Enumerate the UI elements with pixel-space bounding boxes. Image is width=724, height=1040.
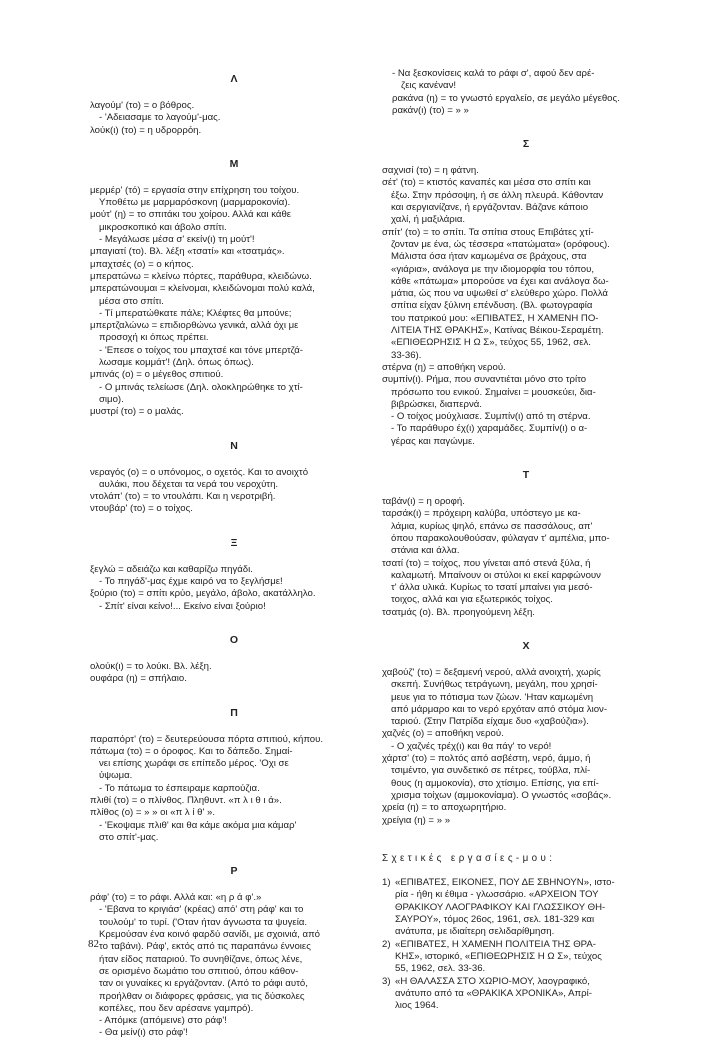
related-work-line: ανάτυπο από τα «ΘΡΑΚΙΚΑ ΧΡΟΝΙΚΑ», Απρί- — [395, 987, 592, 999]
glossary-section — [90, 892, 378, 1040]
glossary-section — [90, 564, 378, 613]
glossary-line: - Το πηγάδ'-μας έχμε καιρό να το ξεγλήσμε! — [99, 576, 283, 588]
glossary-line: θους (η αμμοκονία), στο χτίσιμο. Επίσης, για επί- — [391, 777, 599, 789]
page-number: 82 — [88, 938, 99, 950]
glossary-line: κοπέλες, που δεν αρέσανε γαμπρό). — [99, 1002, 254, 1014]
glossary-line: από μάρμαρο και το νερό ερχόταν από στόμα λιον- — [391, 703, 608, 715]
glossary-line: - 'Εκοψαμε πλιθ' και θα κάμε ακόμα μια κάμαρ' — [99, 819, 297, 831]
glossary-line: βιβρώσκει, διαπερνά. — [391, 398, 482, 410]
related-work-line: «ΕΠΙΒΑΤΕΣ, Η ΧΑΜΕΝΗ ΠΟΛΙΤΕΙΑ ΤΗΣ ΘΡΑ- — [395, 938, 596, 950]
glossary-line: ντολάπ' (το) = το ντουλάπι. Και η νεροτριβή. — [90, 491, 276, 503]
glossary-line: - Ο μπινάς τελείωσε (Δηλ. ολοκληρώθηκε το χτί- — [99, 381, 303, 393]
related-work-line: ΣΑΥΡΟΥ», τόμος 26ος, 1961, σελ. 181-329 και — [395, 914, 595, 926]
glossary-line: χαβούζ' (το) = δεξαμενή νερού, αλλά ανοιχτή, χωρίς — [382, 666, 601, 678]
glossary-line: αυλάκι, που δέχεται τα νερά του νεροχύτη. — [99, 478, 279, 490]
glossary-section — [90, 467, 378, 516]
glossary-line: - Το παράθυρο έχ(ι) χαραμάδες. Συμπίν(ι) ο α- — [391, 423, 588, 435]
item-number: 3) — [382, 975, 391, 987]
related-work-line: «ΕΠΙΒΑΤΕΣ, ΕΙΚΟΝΕΣ, ΠΟΥ ΔΕ ΣΒΗΝΟΥΝ», ιστο- — [395, 877, 615, 889]
glossary-section — [382, 496, 670, 619]
glossary-line: λούκ(ι) (το) = η υδρορρόη. — [90, 124, 202, 136]
glossary-line: - Το πάτωμα το έσπειραμε καρπούζια. — [99, 782, 260, 794]
glossary-line: μπαχτσές (ο) = ο κήπος. — [90, 258, 194, 270]
glossary-section — [90, 185, 378, 419]
glossary-line: κάθε «πάτωμα» μπορούσε να έχει και ανάλογα δω- — [391, 275, 609, 287]
related-work-line: ΘΡΑΚΙΚΟΥ ΛΑΟΓΡΑΦΙΚΟΥ ΚΑΙ ΓΛΩΣΣΙΚΟΥ ΘΗ- — [395, 901, 606, 913]
glossary-line: - 'Εβανα το κριγιάσ' (κρέας) από' στη ράφ' και το — [99, 904, 304, 916]
section-spacer — [90, 720, 378, 734]
glossary-line: σκεπή. Συνήθως τετράγωνη, μεγάλη, που χρησί- — [391, 679, 598, 691]
glossary-line: τσατί (το) = τοίχος, που γίνεται από στενά ξύλα, ή — [382, 557, 591, 569]
glossary-line: στάνια και άλλα. — [391, 545, 460, 557]
glossary-line: ρακάν(ι) (το) = » » — [392, 104, 469, 116]
section-spacer — [90, 171, 378, 185]
glossary-line: «ΕΠΙΘΕΩΡΗΣΙΣ Η Ω Σ», τεύχος 55, 1962, σελ. — [391, 337, 591, 349]
item-number: 1) — [382, 877, 391, 889]
glossary-line: μερμέρ' (τό) = εργασία στην επίχρηση του τοίχου. — [90, 184, 300, 196]
glossary-line: - Απόμκε (απόμεινε) στο ράφ'! — [99, 1015, 227, 1027]
glossary-line: στο σπίτ'-μας. — [99, 831, 159, 843]
glossary-line: τσατμάς (ο). Βλ. προηγούμενη λέξη. — [382, 606, 535, 618]
glossary-line: μυστρί (το) = ο μαλάς. — [90, 406, 184, 418]
left-column — [90, 58, 378, 1040]
glossary-line: νεραγός (ο) = ο υπόνομος, ο οχετός. Και το ανοιχτό — [90, 466, 309, 478]
glossary-line: καλαμωτή. Μπαίνουν οι στύλοι κι εκεί καρφώνουν — [391, 569, 601, 581]
glossary-line: μούτ' (η) = το σπιτάκι του χοίρου. Αλλά και κάθε — [90, 209, 292, 221]
glossary-line: σε ορισμένο δωμάτιο του σπιτιού, όπου κάθον- — [99, 965, 299, 977]
glossary-line: ύψωμα. — [99, 770, 133, 782]
glossary-line: - 'Αδειασαμε το λαγούμ'-μας. — [99, 112, 221, 124]
glossary-line: σέτ' (το) = κτιστός καναπές και μέσα στο σπίτι και — [382, 177, 591, 189]
related-work-line: ΚΗΣ», ιστορικό, «ΕΠΙΘΕΩΡΗΣΙΣ Η Ω Σ», τεύχος — [395, 950, 602, 962]
glossary-line: σαχνισί (το) = η φάτνη. — [382, 165, 479, 177]
related-work-item — [382, 976, 670, 1013]
section-letter: Ν — [230, 439, 238, 452]
glossary-section — [382, 68, 670, 117]
glossary-line: του πατρικού μου: «ΕΠΙΒΑΤΕΣ, Η ΧΑΜΕΝΗ ΠΟ- — [391, 312, 599, 324]
related-work-item — [382, 939, 670, 976]
glossary-line: Κρεμούσαν ένα κοινό φαρδύ σανίδι, με σχοινιά, από — [99, 929, 321, 941]
glossary-section — [90, 734, 378, 845]
section-spacer — [382, 653, 670, 667]
glossary-line: στέρνα (η) = αποθήκη νερού. — [382, 361, 506, 373]
glossary-line: - Τί μπερατώθκατε πάλε; Κλέφτες θα μπούνε; — [99, 307, 292, 319]
section-spacer — [382, 865, 670, 877]
glossary-line: μπαγιατί (το). Βλ. λέξη «τσατί» και «τσατμάς». — [90, 246, 285, 258]
glossary-line: ζεις κανέναν! — [401, 80, 457, 92]
section-spacer — [382, 151, 670, 165]
glossary-line: πρόσωπο του ενικού. Σημαίνει = μουσκεύει, δια- — [391, 386, 596, 398]
glossary-line: ξούριο (το) = σπίτι κρύο, μεγάλο, άβολο, ακατάλληλο. — [90, 588, 316, 600]
glossary-line: Μάλιστα όσα ήταν καμωμένα σε βράχους, στα — [391, 251, 587, 263]
glossary-section — [382, 667, 670, 827]
section-letter: Ο — [229, 633, 239, 646]
section-letter: Σ — [522, 138, 530, 151]
glossary-line: - 'Επεσε ο τοίχος του μπαχτσέ και τόνε μπερτζά- — [99, 344, 304, 356]
glossary-line: ταβάν(ι) = η οροφή. — [382, 496, 465, 508]
glossary-line: μπερατώνουμαι = κλείνομαι, κλειδώνομαι πολύ καλά, — [90, 283, 315, 295]
section-spacer — [90, 453, 378, 467]
glossary-line: προήλθαν οι διάφορες φράσεις, για τις δύσκολες — [99, 990, 305, 1002]
glossary-line: ουφάρα (η) = σπήλαιο. — [90, 673, 187, 685]
section-spacer — [90, 844, 378, 864]
glossary-line: σιμο). — [99, 393, 124, 405]
section-spacer — [382, 827, 670, 853]
related-work-line: «Η ΘΑΛΑΣΣΑ ΣΤΟ ΧΩΡΙΟ-ΜΟΥ, λαογραφικό, — [395, 975, 590, 987]
section-spacer — [382, 619, 670, 639]
glossary-line: ταρσάκ(ι) = πρόχειρη καλύβα, υπόστεγο με κα- — [382, 508, 581, 520]
glossary-line: το ταβάνι). Ράφ', εκτός από τις παραπάνω έννοιες — [99, 941, 311, 953]
glossary-line: χρισμα τοίχων (αμμοκονίαμα). Ο γνωστός «σοβάς». — [391, 789, 612, 801]
related-work-line: ανάτυπα, με ιδιαίτερη σελιδαρίθμηση. — [395, 926, 555, 938]
glossary-line: ταριού. (Στην Πατρίδα είχαμε δυο «χαβούζια»). — [391, 716, 589, 728]
section-spacer — [90, 686, 378, 706]
glossary-line: χαζνές (ο) = αποθήκη νερού. — [382, 728, 504, 740]
glossary-line: ταν οι γυναίκες κι εργάζονταν. (Από το ράφι αυτό, — [99, 978, 308, 990]
glossary-line: χρεία (η) = το αποχωρητήριο. — [382, 802, 507, 814]
glossary-line: ολούκ(ι) = το λούκι. Βλ. λέξη. — [90, 660, 212, 672]
glossary-line: Υποθέτω με μαρμαρόσκονη (μαρμαροκονία). — [99, 197, 291, 209]
section-letter: Ξ — [230, 536, 238, 549]
section-spacer — [90, 613, 378, 633]
glossary-line: - Θα μείν(ι) στο ράφ'! — [99, 1027, 188, 1039]
glossary-line: χαλί, ή μαξιλάρια. — [391, 214, 466, 226]
glossary-line: λαγούμ' (το) = ο βόθρος. — [90, 100, 195, 111]
glossary-line: γέρας και παγώνμε. — [391, 435, 475, 447]
section-spacer — [90, 516, 378, 536]
glossary-section — [90, 100, 378, 137]
glossary-line: έξω. Στην πρόσοψη, ή σε άλλη πλευρά. Κάθονταν — [391, 189, 604, 201]
section-spacer — [382, 117, 670, 137]
glossary-line: ξεγλώ = αδειάζω και καθαρίζω πηγάδι. — [90, 563, 253, 575]
glossary-line: μάτια, ώς που να υψωθεί σ' ελεύθερο χώρο. Πολλά — [391, 288, 608, 300]
glossary-line: και σεργιανίζανε, ή εργάζονταν. Βάζανε κάποιο — [391, 202, 589, 214]
glossary-line: 33-36). — [391, 349, 422, 361]
glossary-line: - Ο τοίχος μούχλιασε. Συμπίν(ι) από τη στέρνα. — [391, 411, 591, 423]
section-letter: Χ — [522, 639, 530, 652]
section-spacer — [90, 137, 378, 157]
glossary-line: «γιάρια», ανάλογα με την ιδιομορφία του τόπου, — [391, 263, 595, 275]
glossary-line: - Ο χαζνές τρέχ(ι) και θα πάγ' το νερό! — [391, 740, 552, 752]
glossary-line: σπίτ' (το) = το σπίτι. Τα σπίτια στους Επιβάτες χτί- — [382, 226, 594, 238]
glossary-line: ρακάνα (η) = το γνωστό εργαλείο, σε μεγάλο μέγεθος. — [392, 92, 620, 104]
glossary-line: τ' άλλα υλικά. Κυρίως το τσατί μπαίνει για μεσό- — [391, 582, 593, 594]
glossary-line: ράφ' (το) = το ράφι. Αλλά και: «η ρ ά φ'.» — [90, 892, 262, 904]
glossary-line: ντουβάρ' (το) = ο τοίχος. — [90, 503, 193, 515]
glossary-line: προσοχή κι όπως πρέπει. — [99, 332, 209, 344]
section-spacer — [382, 448, 670, 468]
glossary-line: ζονταν με ένα, ώς τέσσερα «πατώματα» (ορόφους). — [391, 238, 610, 250]
section-spacer — [90, 86, 378, 100]
section-spacer — [90, 647, 378, 661]
section-spacer — [90, 419, 378, 439]
glossary-line: χρείγια (η) = » » — [382, 814, 451, 826]
glossary-line: τουλούμ' το τυρί. ('Οταν ήταν άγνωστα τα ψυγεία. — [99, 916, 308, 928]
section-spacer — [90, 58, 378, 72]
glossary-line: νει επίσης χωράφι σε επίπεδο μέρος. 'Οχι σε — [99, 758, 289, 770]
section-spacer — [90, 550, 378, 564]
related-work-line: 55, 1962, σελ. 33-36. — [395, 963, 486, 975]
glossary-line: μπερτζαλώνω = επιδιορθώνω γενικά, αλλά όχι με — [90, 320, 299, 332]
related-work-line: ρία - ήθη κι έθιμα - γλωσσάριο. «ΑΡΧΕΙΟΝ ΤΟΥ — [395, 889, 599, 901]
related-works-title: Σχετικές εργασίες-μου: — [382, 852, 556, 864]
section-letter: Τ — [522, 469, 530, 482]
item-number: 2) — [382, 938, 391, 950]
glossary-line: λάμια, κυρίως ψηλό, επάνω σε πασσάλους, απ' — [391, 520, 593, 532]
section-spacer — [382, 482, 670, 496]
section-letter: Μ — [229, 157, 239, 170]
glossary-line: χάρτσ' (το) = πολτός από ασβέστη, νερό, άμμο, ή — [382, 753, 591, 765]
section-letter: Ρ — [230, 865, 238, 878]
glossary-line: σπίτια είχαν ξύλινη επένδυση. (Βλ. φωτογραφία — [391, 300, 593, 312]
glossary-line: μπινάς (ο) = ο μέγεθος σπιτιού. — [90, 369, 224, 381]
glossary-line: παραπόρτ' (το) = δευτερεύουσα πόρτα σπιτιού, κήπου. — [90, 733, 324, 745]
glossary-line: πλιθί (το) = ο πλίνθος. Πληθυντ. «π λ ι θ ι ά». — [90, 794, 282, 806]
glossary-line: λωσαμε κομμάτ'! (Δηλ. όπως όπως). — [99, 357, 254, 369]
right-column — [382, 68, 670, 1012]
glossary-line: - Μεγάλωσε μέσα σ' εκείν(ι) τη μούτ'! — [99, 234, 255, 246]
glossary-line: τοιχος, αλλά και για εξωτερικός τοίχος. — [391, 594, 553, 606]
section-spacer — [90, 878, 378, 892]
glossary-line: τσιμέντο, για συνδετικό σε πέτρες, τούβλα, πλί- — [391, 765, 591, 777]
glossary-line: μπερατώνω = κλείνω πόρτες, παράθυρα, κλειδώνω. — [90, 270, 312, 282]
glossary-line: όπου παρακολουθούσαν, φύλαγαν τ' αμπέλια, μπο- — [391, 532, 610, 544]
glossary-section — [382, 165, 670, 448]
glossary-line: ΛΙΤΕΙΑ ΤΗΣ ΘΡΑΚΗΣ», Κατίνας Βέικου-Σεραμέτη. — [391, 325, 604, 337]
glossary-line: - Να ξεσκονίσεις καλά το ράφι σ', αφού δεν αρέ- — [392, 68, 595, 79]
glossary-line: πλίθος (ο) = » » οι «π λ ί θ' ». — [90, 807, 216, 819]
glossary-line: πάτωμα (το) = ο όροφος. Και το δάπεδο. Σημαί- — [90, 745, 293, 757]
glossary-section — [90, 661, 378, 686]
glossary-line: μευε για το πότισμα των ζώων. 'Ηταν καμωμένη — [391, 691, 594, 703]
related-works-list — [382, 877, 670, 1012]
section-letter: Π — [230, 706, 238, 719]
glossary-line: μέσα στο σπίτι. — [99, 295, 164, 307]
glossary-line: - Σπίτ' είναι κείνο!... Εκείνο είναι ξούριο! — [99, 600, 266, 612]
section-letter: Λ — [230, 73, 238, 85]
related-work-line: λιος 1964. — [395, 1000, 439, 1012]
glossary-line: ήταν είδος παταριού. Το συνηθίζανε, όπως λένε, — [99, 953, 303, 965]
glossary-line: μικροσκοπικό και άβολο σπίτι. — [99, 221, 227, 233]
related-work-item — [382, 877, 670, 938]
glossary-line: συμπίν(ι). Ρήμα, που συναντιέται μόνο στο τρίτο — [382, 374, 587, 386]
